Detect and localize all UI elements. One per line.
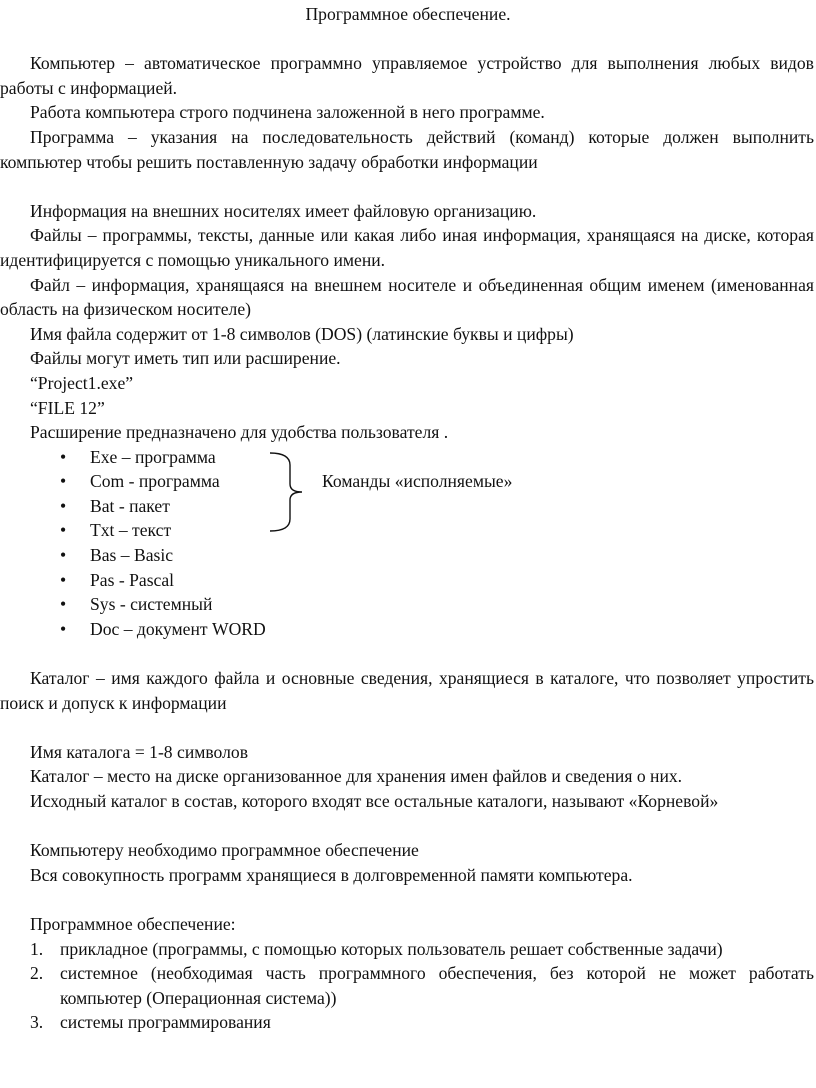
example-filename-2: “FILE 12” (30, 397, 105, 418)
bullet-icon: • (60, 569, 67, 590)
list-item: • Pas - Pascal (0, 568, 816, 593)
list-item: 3. системы программирования (30, 1012, 271, 1033)
bullet-icon: • (60, 618, 67, 639)
bullet-icon: • (60, 545, 67, 566)
paragraph-catalog-definition: Каталог – имя каждого файла и основные сведения, хранящиеся в каталоге, что позволяет упростить поиск и допуск к информации (0, 668, 814, 713)
extensions-list (0, 445, 816, 642)
list-item: • Bat - пакет (0, 494, 816, 519)
list-item: 2. системное (необходимая часть программного обеспечения, без которой не может работать компьютер (Операционная система)) (30, 963, 814, 1008)
list-item: • Exe – программа (0, 445, 816, 470)
list-item: • Sys - системный (0, 592, 816, 617)
list-item: • Doc – документ WORD (0, 617, 816, 642)
software-types-list (0, 937, 816, 1035)
paragraph-file-definition: Файл – информация, хранящаяся на внешнем носителе и объединенная общим именем (именованная область на физическом носителе) (0, 274, 814, 320)
paragraph-program-definition: Программа – указания на последовательность действий (команд) которые должен выполнить компьютер чтобы решить поставленную задачу обработки информации (0, 126, 814, 172)
bullet-icon: • (60, 446, 67, 467)
list-item: 1. прикладное (программы, с помощью которых пользователь решает собственные задачи) (30, 938, 723, 959)
paragraph-software-totality: Вся совокупность программ хранящиеся в долговременной памяти компьютера. (30, 864, 633, 885)
bullet-icon: • (60, 520, 67, 541)
paragraph-file-organization: Информация на внешних носителях имеет файловую организацию. (30, 200, 537, 221)
spacer (0, 174, 816, 199)
spacer (0, 641, 816, 666)
paragraph-files-definition: Файлы – программы, тексты, данные или какая либо иная информация, хранящаяся на диске, которая идентифицируется с помощью уникального имени. (0, 225, 814, 270)
spacer (0, 887, 816, 912)
spacer (0, 715, 816, 740)
bullet-icon: • (60, 594, 67, 615)
software-heading: Программное обеспечение: (30, 913, 236, 934)
bullet-icon: • (60, 495, 67, 516)
spacer (0, 27, 816, 52)
executable-commands-label: Команды «исполняемые» (322, 471, 513, 492)
curly-brace-icon (268, 451, 308, 533)
paragraph-software-needed: Компьютеру необходимо программное обеспечение (30, 840, 419, 861)
paragraph-computer-work: Работа компьютера строго подчинена заложенной в него программе. (30, 102, 545, 123)
spacer (0, 814, 816, 839)
list-item: • Com - программа (0, 469, 816, 494)
list-item: • Txt – текст (0, 518, 816, 543)
paragraph-root-catalog: Исходный каталог в состав, которого входят все остальные каталоги, называют «Корневой» (30, 791, 719, 811)
list-item: • Bas – Basic (0, 543, 816, 568)
paragraph-computer-definition: Компьютер – автоматическое программно управляемое устройство для выполнения любых видов работы с информацией. (0, 53, 814, 98)
page-title: Программное обеспечение. (305, 4, 511, 24)
paragraph-catalog-location: Каталог – место на диске организованное для хранения имен файлов и сведения о них. (30, 766, 683, 787)
bullet-icon: • (60, 471, 67, 492)
paragraph-file-extension: Файлы могут иметь тип или расширение. (30, 348, 341, 369)
paragraph-catalog-name: Имя каталога = 1-8 символов (30, 741, 248, 762)
paragraph-file-name-length: Имя файла содержит от 1-8 символов (DOS) (латинские буквы и цифры) (30, 323, 574, 344)
paragraph-extension-purpose: Расширение предназначено для удобства пользователя . (30, 422, 449, 443)
example-filename-1: “Project1.exe” (30, 372, 134, 393)
